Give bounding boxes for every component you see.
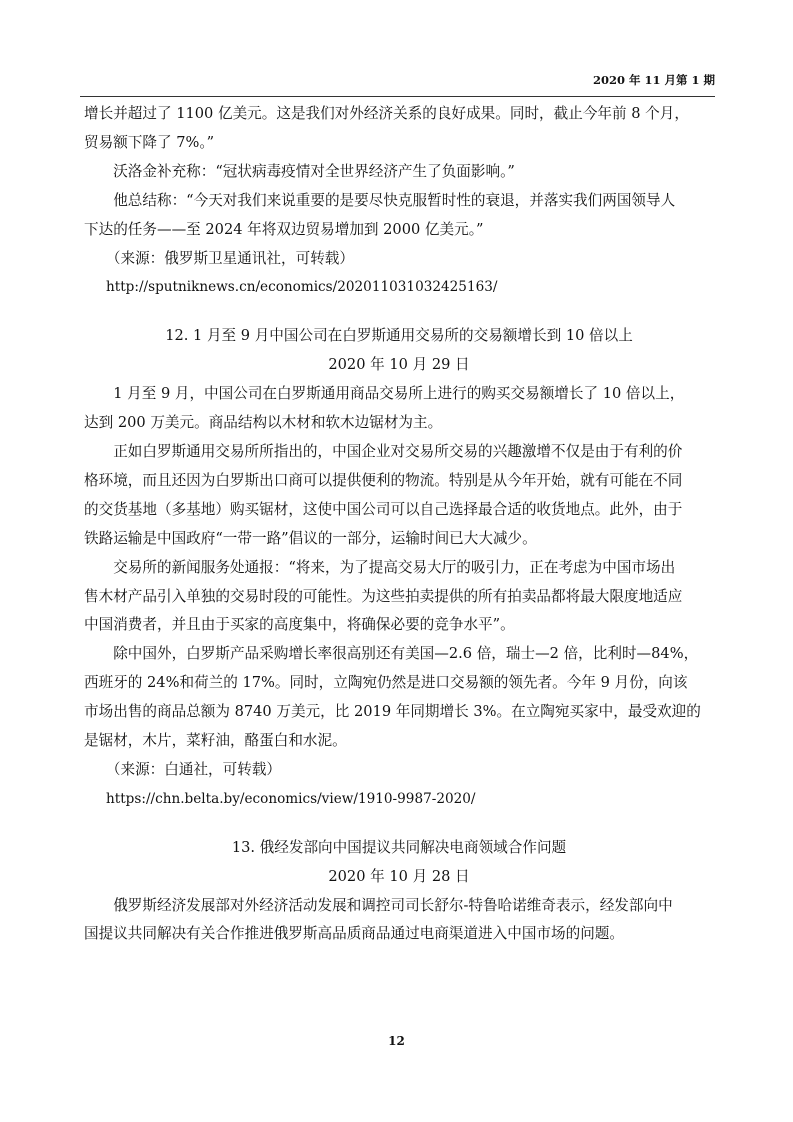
page-number: 12 <box>388 1034 405 1048</box>
source-note: （来源：白通社，可转载） <box>105 760 282 778</box>
paragraph-line: 售木材产品引入单独的交易时段的可能性。为这些拍卖提供的所有拍卖品都将最大限度地适应 <box>84 587 683 605</box>
paragraph-line: 的交货基地（多基地）购买锯材，这使中国公司可以自己选择最合适的收货地点。此外，由于 <box>84 500 683 518</box>
article-title: 12. 1 月至 9 月中国公司在白罗斯通用交易所的交易额增长到 10 倍以上 <box>165 327 633 345</box>
paragraph-line: 1 月至 9 月，中国公司在白罗斯通用商品交易所上进行的购买交易额增长了 10 倍以上， <box>113 385 685 403</box>
article-title: 13. 俄经发部向中国提议共同解决电商领域合作问题 <box>231 838 567 856</box>
paragraph-line: 下达的任务——至 2024 年将双边贸易增加到 2000 亿美元。” <box>84 220 484 238</box>
paragraph-line: 他总结称：“今天对我们来说重要的是要尽快克服暂时性的衰退，并落实我们两国领导人 <box>113 191 676 209</box>
issue-label: 2020 年 11 月第 1 期 <box>592 73 715 87</box>
source-url: http://sputniknews.cn/economics/202011031032425163/ <box>106 279 498 296</box>
paragraph-line: 市场出售的商品总额为 8740 万美元，比 2019 年同期增长 3%。在立陶宛买家中，最受欢迎的 <box>84 703 701 721</box>
paragraph-line: 除中国外，白罗斯产品采购增长率很高别还有美国—2.6 倍，瑞士—2 倍，比利时—84%， <box>113 645 699 663</box>
article-13 <box>84 834 714 950</box>
paragraph-line: 正如白罗斯通用交易所所指出的，中国企业对交易所交易的兴趣激增不仅是由于有利的价 <box>113 442 683 460</box>
article-date: 2020 年 10 月 29 日 <box>328 356 470 374</box>
article-12 <box>84 322 714 813</box>
paragraph-line: 增长并超过了 1100 亿美元。这是我们对外经济关系的良好成果。同时，截止今年前 8 个月， <box>84 105 689 122</box>
continued-section <box>84 100 714 302</box>
paragraph-line: 铁路运输是中国政府“一带一路”倡议的一部分，运输时间已大大减少。 <box>84 529 537 547</box>
page-header <box>80 70 715 97</box>
paragraph-line: 交易所的新闻服务处通报：“将来，为了提高交易大厅的吸引力，正在考虑为中国市场出 <box>113 558 676 576</box>
paragraph-line: 俄罗斯经济发展部对外经济活动发展和调控司司长舒尔-特鲁哈诺维奇表示，经发部向中 <box>113 896 673 914</box>
paragraph-line: 中国消费者，并且由于买家的高度集中，将确保必要的竞争水平”。 <box>84 616 515 634</box>
paragraph-line: 达到 200 万美元。商品结构以木材和软木边锯材为主。 <box>84 414 443 432</box>
source-note: （来源：俄罗斯卫星通讯社，可转载） <box>105 249 354 267</box>
paragraph-line: 格环境，而且还因为白罗斯出口商可以提供便利的物流。特别是从今年开始，就有可能在不同 <box>84 471 683 489</box>
paragraph-line: 是锯材，木片，菜籽油，酪蛋白和水泥。 <box>84 732 347 750</box>
source-url: https://chn.belta.by/economics/view/1910-9987-2020/ <box>106 790 476 807</box>
paragraph-line: 国提议共同解决有关合作推进俄罗斯高品质商品通过电商渠道进入中国市场的问题。 <box>84 925 624 943</box>
paragraph-line: 西班牙的 24%和荷兰的 17%。同时，立陶宛仍然是进口交易额的领先者。今年 9 月份，向该 <box>84 674 688 692</box>
article-date: 2020 年 10 月 28 日 <box>328 867 470 885</box>
paragraph-line: 贸易额下降了 7%。” <box>84 133 215 151</box>
document-body <box>84 100 714 949</box>
quote-paragraph: 沃洛金补充称：“冠状病毒疫情对全世界经济产生了负面影响。” <box>113 162 515 180</box>
